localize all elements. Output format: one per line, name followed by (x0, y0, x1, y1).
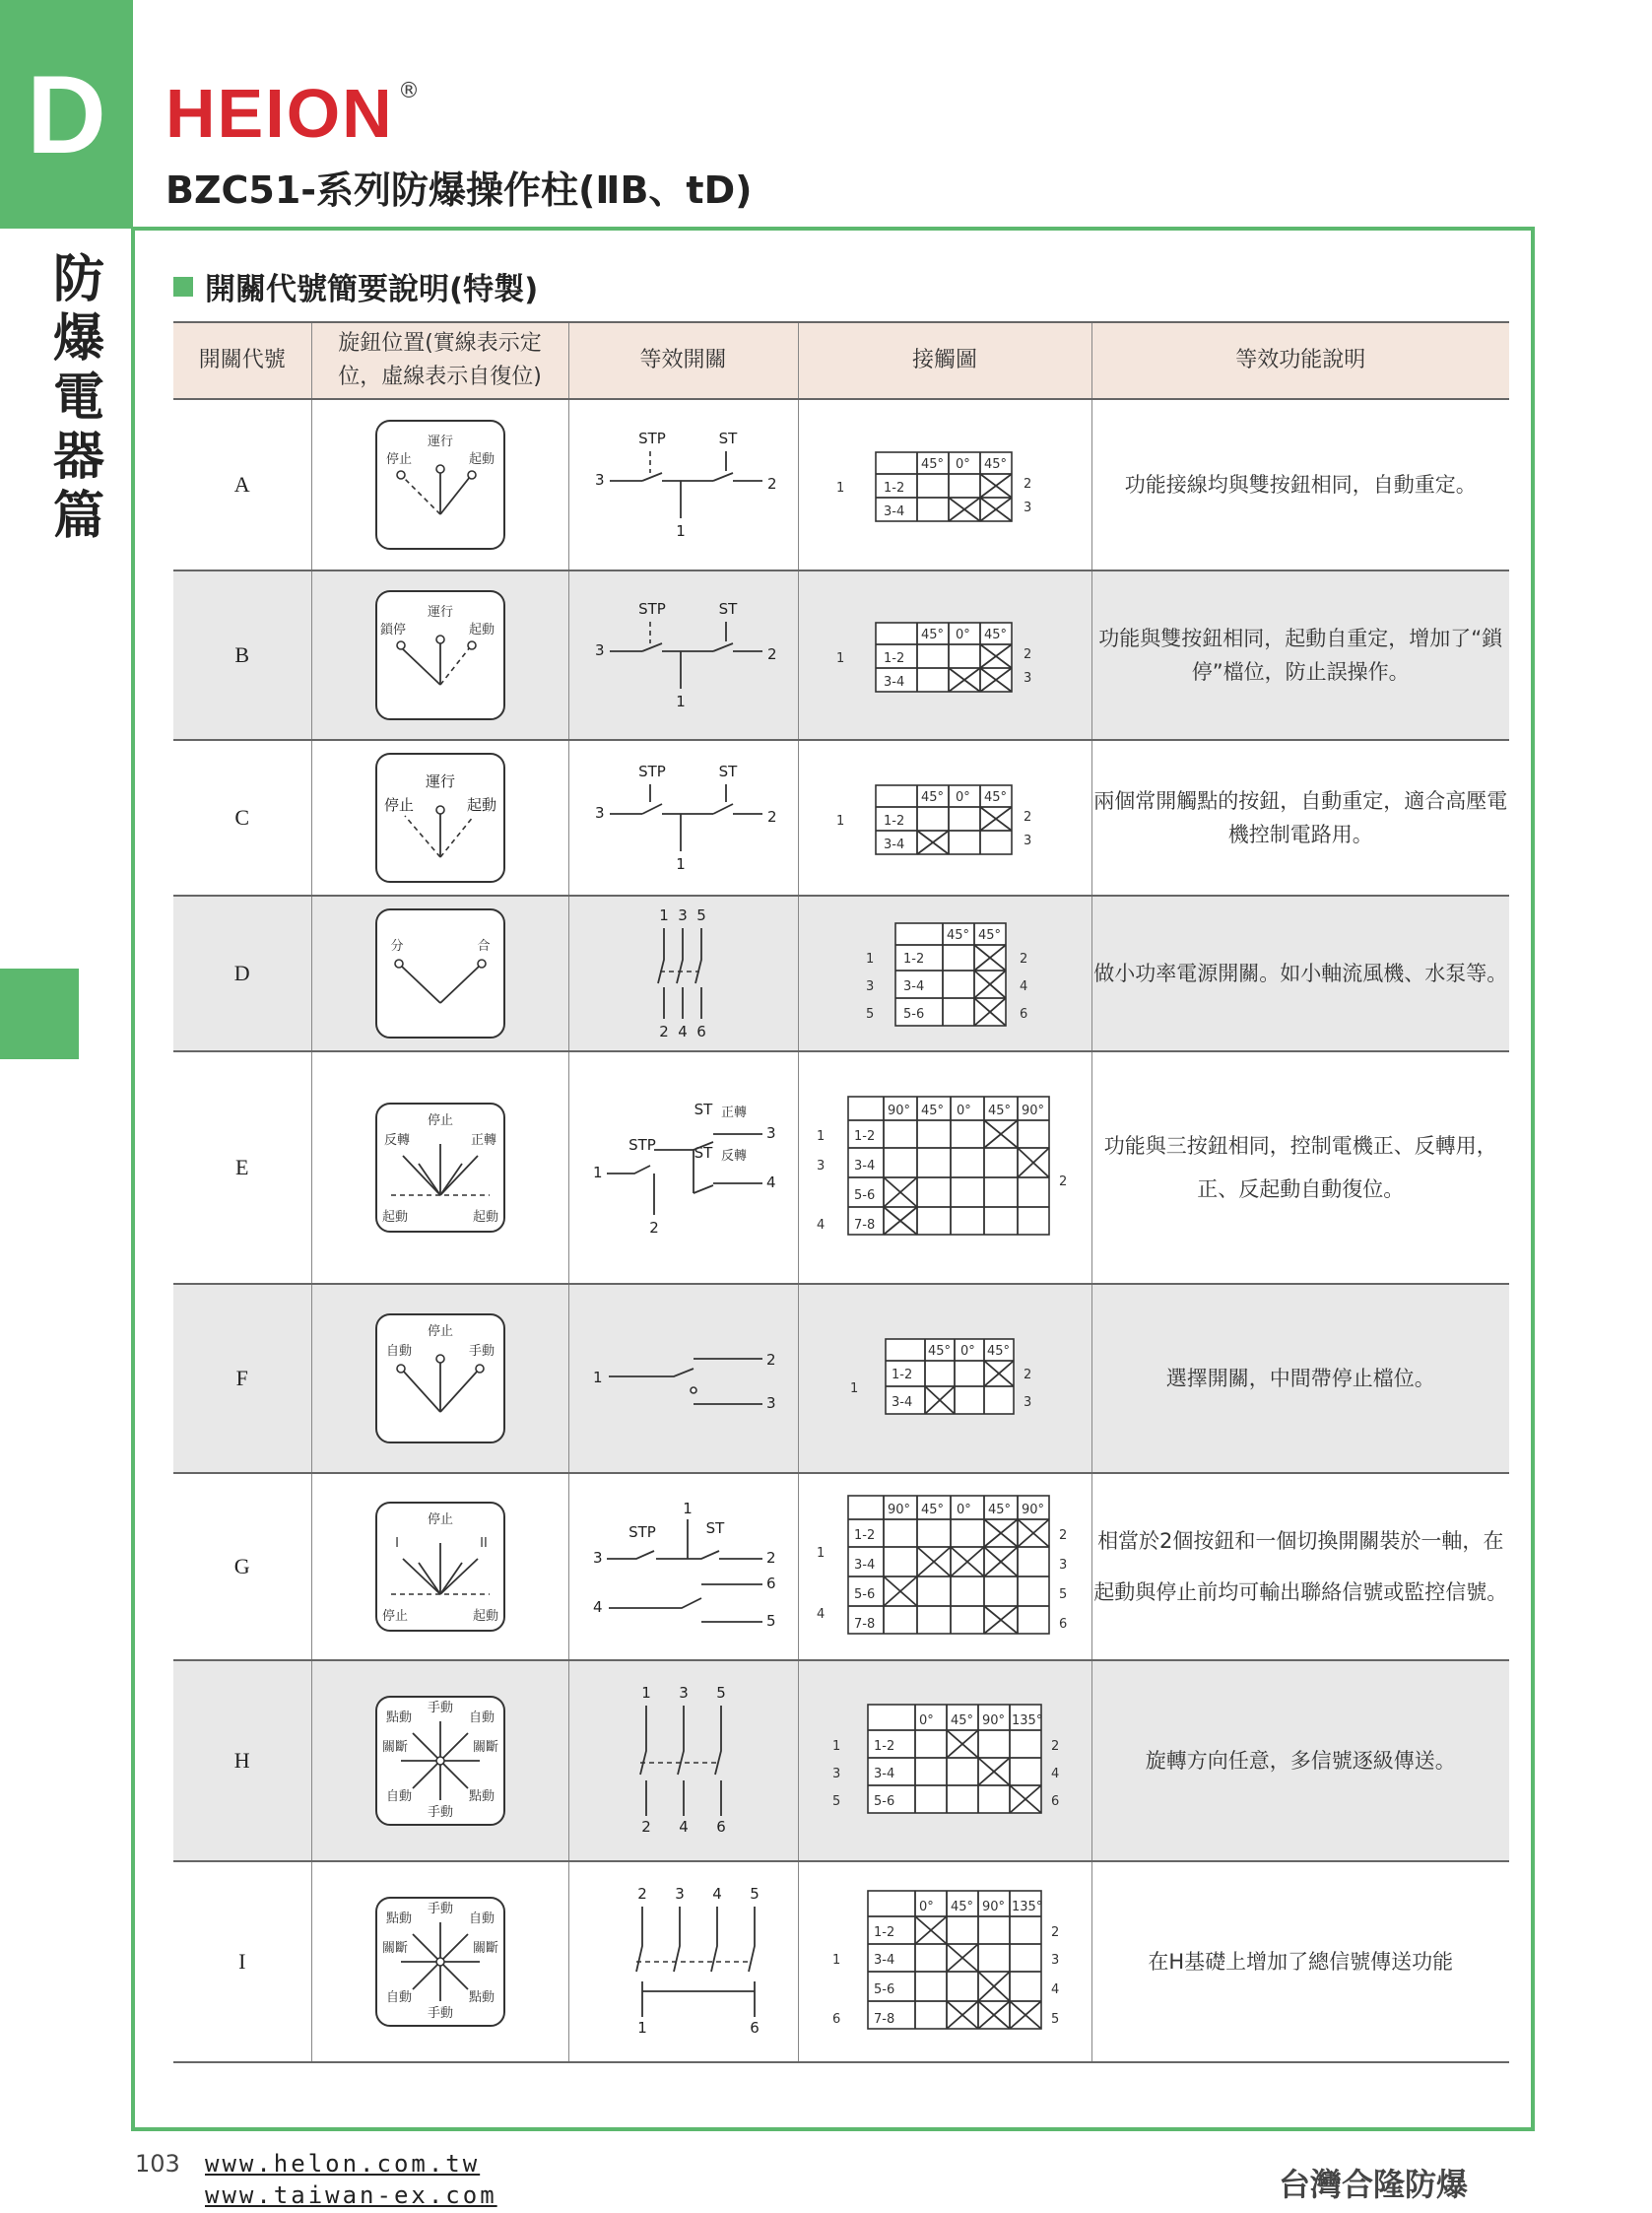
svg-text:關斷: 關斷 (472, 1740, 498, 1755)
svg-text:3-4: 3-4 (903, 979, 925, 994)
svg-text:45°: 45° (921, 1104, 945, 1118)
row-code: C (173, 740, 311, 896)
svg-text:1: 1 (592, 1369, 603, 1386)
svg-text:0°: 0° (956, 790, 970, 805)
svg-text:0°: 0° (919, 1900, 934, 1914)
header-function: 等效功能說明 (1091, 322, 1509, 399)
svg-text:3-4: 3-4 (874, 1953, 895, 1968)
knob-diagram (311, 570, 568, 740)
knob-icon (371, 586, 509, 724)
contact-grid (826, 431, 1063, 539)
svg-text:90°: 90° (888, 1503, 911, 1517)
svg-text:手動: 手動 (427, 1805, 453, 1820)
switch-diagram (585, 1099, 782, 1237)
svg-text:6: 6 (749, 2019, 760, 2037)
svg-text:3: 3 (765, 1394, 776, 1412)
knob-icon (371, 905, 509, 1042)
svg-text:3: 3 (866, 979, 875, 994)
row-code: G (173, 1473, 311, 1660)
knob-diagram (311, 1861, 568, 2062)
svg-text:2: 2 (1024, 647, 1032, 662)
svg-text:6: 6 (765, 1575, 776, 1592)
svg-text:起動: 起動 (466, 796, 496, 814)
svg-text:STP: STP (628, 1136, 656, 1154)
function-description: 功能與三按鈕相同，控制電機正、反轉用，正、反起動自動復位。 (1091, 1051, 1509, 1284)
svg-text:停止: 停止 (383, 796, 414, 814)
svg-text:45°: 45° (988, 1503, 1012, 1517)
switch-diagram (585, 905, 782, 1042)
svg-text:3: 3 (594, 804, 605, 822)
side-tab-block (0, 969, 79, 1059)
svg-text:手動: 手動 (468, 1344, 495, 1359)
side-label: 防爆電器篇 (52, 250, 104, 546)
svg-text:2: 2 (636, 1885, 647, 1903)
knob-icon (371, 1893, 509, 2031)
svg-text:5: 5 (695, 906, 706, 924)
function-description: 做小功率電源開關。如小軸流風機、水泵等。 (1091, 896, 1509, 1051)
contact-diagram (798, 740, 1091, 896)
table-row (173, 740, 1509, 896)
svg-text:6: 6 (1020, 1007, 1028, 1022)
svg-text:鎖停: 鎖停 (379, 623, 406, 637)
svg-text:45°: 45° (988, 1104, 1012, 1118)
equivalent-switch (568, 399, 798, 570)
svg-text:45°: 45° (921, 1503, 945, 1517)
svg-text:3-4: 3-4 (854, 1159, 876, 1174)
svg-text:起動: 起動 (468, 623, 495, 637)
svg-text:5: 5 (1051, 2012, 1060, 2027)
svg-text:1: 1 (836, 814, 845, 829)
svg-text:45°: 45° (978, 928, 1002, 943)
svg-text:自動: 自動 (468, 1710, 495, 1725)
svg-text:ST: ST (694, 1144, 712, 1162)
knob-diagram (311, 1284, 568, 1473)
svg-text:5: 5 (765, 1612, 776, 1630)
contact-grid (807, 1089, 1083, 1246)
function-description: 相當於2個按鈕和一個切換開關裝於一軸，在起動與停止前均可輸出聯絡信號或監控信號。 (1091, 1473, 1509, 1660)
function-description: 兩個常開觸點的按鈕，自動重定，適合高壓電機控制電路用。 (1091, 740, 1509, 896)
contact-diagram (798, 1473, 1091, 1660)
switch-diagram (585, 1883, 782, 2041)
svg-text:4: 4 (592, 1598, 603, 1616)
svg-text:關斷: 關斷 (472, 1941, 498, 1956)
function-description: 功能與雙按鈕相同，起動自重定，增加了“鎖停”檔位，防止誤操作。 (1091, 570, 1509, 740)
contact-grid (826, 601, 1063, 709)
contact-diagram (798, 896, 1091, 1051)
svg-text:STP: STP (637, 763, 666, 780)
svg-text:3: 3 (832, 1767, 841, 1781)
svg-text:3: 3 (765, 1124, 776, 1142)
svg-text:5-6: 5-6 (874, 1982, 895, 1997)
svg-text:5: 5 (866, 1007, 875, 1022)
svg-text:4: 4 (817, 1218, 826, 1233)
svg-text:6: 6 (1059, 1617, 1068, 1632)
svg-text:2: 2 (1024, 810, 1032, 825)
svg-text:3: 3 (674, 1885, 685, 1903)
svg-text:3: 3 (678, 1684, 689, 1702)
contact-grid (817, 1697, 1073, 1825)
svg-text:90°: 90° (888, 1104, 911, 1118)
svg-text:45°: 45° (984, 457, 1008, 472)
svg-text:點動: 點動 (468, 1789, 495, 1804)
knob-icon (371, 749, 509, 887)
svg-text:6: 6 (715, 1818, 726, 1836)
page-title: BZC51-系列防爆操作柱(ⅡB、tD) (165, 168, 753, 212)
section-tab-d: D (0, 0, 133, 229)
svg-text:3: 3 (1051, 1953, 1060, 1968)
svg-text:1: 1 (640, 1684, 651, 1702)
svg-text:3: 3 (592, 1549, 603, 1567)
svg-text:1-2: 1-2 (884, 651, 905, 666)
table-row (173, 1660, 1509, 1861)
svg-text:5: 5 (749, 1885, 760, 1903)
row-code: D (173, 896, 311, 1051)
svg-text:STP: STP (628, 1523, 656, 1541)
svg-text:90°: 90° (1022, 1503, 1045, 1517)
equivalent-switch (568, 1051, 798, 1284)
svg-text:反轉: 反轉 (383, 1133, 410, 1148)
contact-grid (826, 1329, 1063, 1428)
svg-text:90°: 90° (982, 1900, 1006, 1914)
row-code: E (173, 1051, 311, 1284)
svg-text:2: 2 (658, 1023, 669, 1040)
svg-text:4: 4 (678, 1818, 689, 1836)
contact-diagram (798, 570, 1091, 740)
svg-text:1-2: 1-2 (854, 1129, 876, 1144)
svg-text:1: 1 (636, 2019, 647, 2037)
svg-text:1: 1 (817, 1546, 826, 1561)
svg-text:4: 4 (1020, 979, 1028, 994)
function-description: 功能接線均與雙按鈕相同，自動重定。 (1091, 399, 1509, 570)
svg-text:135°: 135° (1012, 1713, 1043, 1728)
svg-text:135°: 135° (1012, 1900, 1043, 1914)
knob-icon (371, 1099, 509, 1237)
svg-text:1: 1 (832, 1739, 841, 1754)
svg-text:自動: 自動 (385, 1990, 412, 2005)
svg-text:點動: 點動 (385, 1911, 412, 1926)
svg-text:0°: 0° (956, 628, 970, 642)
svg-text:2: 2 (766, 808, 777, 826)
equivalent-switch (568, 740, 798, 896)
svg-text:5: 5 (715, 1684, 726, 1702)
svg-text:I: I (394, 1536, 399, 1551)
svg-text:1: 1 (592, 1164, 603, 1181)
svg-text:90°: 90° (1022, 1104, 1045, 1118)
contact-grid (807, 1488, 1083, 1645)
svg-text:3-4: 3-4 (884, 675, 905, 690)
svg-text:1: 1 (836, 651, 845, 666)
svg-text:4: 4 (677, 1023, 688, 1040)
svg-text:關斷: 關斷 (381, 1941, 408, 1956)
svg-text:2: 2 (766, 645, 777, 663)
table-row (173, 570, 1509, 740)
svg-text:0°: 0° (960, 1344, 975, 1359)
svg-text:45°: 45° (921, 628, 945, 642)
svg-text:停止: 停止 (427, 1113, 453, 1128)
svg-text:正轉: 正轉 (470, 1133, 496, 1148)
svg-text:自動: 自動 (468, 1911, 495, 1926)
svg-text:起動: 起動 (468, 452, 495, 467)
svg-text:1-2: 1-2 (874, 1739, 895, 1754)
switch-diagram (585, 1682, 782, 1840)
svg-text:2: 2 (1059, 1528, 1068, 1543)
section-heading (173, 264, 538, 308)
content-frame-left-edge (131, 227, 135, 2131)
svg-text:反轉: 反轉 (720, 1149, 747, 1164)
svg-text:正轉: 正轉 (720, 1106, 747, 1120)
svg-text:關斷: 關斷 (381, 1740, 408, 1755)
knob-icon (371, 1692, 509, 1830)
svg-text:1-2: 1-2 (854, 1528, 876, 1543)
svg-text:ST: ST (718, 430, 737, 447)
knob-diagram (311, 1660, 568, 1861)
svg-text:3: 3 (1024, 671, 1032, 686)
svg-text:II: II (479, 1536, 488, 1551)
header-code: 開關代號 (173, 322, 311, 399)
svg-text:停止: 停止 (381, 1609, 408, 1624)
svg-text:1: 1 (850, 1381, 859, 1396)
svg-text:5: 5 (1059, 1587, 1068, 1602)
function-description: 旋轉方向任意，多信號逐級傳送。 (1091, 1660, 1509, 1861)
svg-text:3: 3 (1059, 1558, 1068, 1573)
svg-text:0°: 0° (957, 1104, 971, 1118)
function-description: 選擇開關，中間帶停止檔位。 (1091, 1284, 1509, 1473)
knob-icon (371, 416, 509, 554)
svg-text:3: 3 (594, 471, 605, 489)
svg-text:1: 1 (682, 1500, 693, 1517)
svg-text:0°: 0° (957, 1503, 971, 1517)
contact-diagram (798, 1284, 1091, 1473)
svg-text:3: 3 (1024, 501, 1032, 515)
svg-text:自動: 自動 (385, 1789, 412, 1804)
switch-diagram (585, 1498, 782, 1636)
svg-text:7-8: 7-8 (874, 2012, 895, 2027)
svg-text:2: 2 (765, 1351, 776, 1369)
svg-text:2: 2 (1059, 1174, 1068, 1189)
svg-text:4: 4 (1051, 1767, 1060, 1781)
table-row (173, 399, 1509, 570)
switch-diagram (585, 426, 782, 544)
svg-text:1: 1 (832, 1953, 841, 1968)
svg-text:1: 1 (675, 693, 686, 710)
switch-code-table (173, 321, 1509, 2063)
svg-text:手動: 手動 (427, 1701, 453, 1715)
svg-text:手動: 手動 (427, 1902, 453, 1916)
header-knob: 旋鈕位置(實線表示定位，虛線表示自復位) (311, 322, 568, 399)
svg-text:45°: 45° (921, 457, 945, 472)
contact-diagram (798, 399, 1091, 570)
svg-text:合: 合 (476, 939, 491, 954)
svg-text:3: 3 (594, 641, 605, 659)
svg-text:5-6: 5-6 (854, 1587, 876, 1602)
svg-text:7-8: 7-8 (854, 1617, 876, 1632)
website-link-1[interactable]: www.helon.com.tw (205, 2150, 481, 2178)
svg-text:3-4: 3-4 (884, 838, 905, 852)
row-code: H (173, 1660, 311, 1861)
contact-grid (826, 909, 1063, 1038)
svg-text:3: 3 (1024, 1395, 1032, 1410)
svg-text:點動: 點動 (385, 1710, 412, 1725)
svg-text:3: 3 (1024, 834, 1032, 848)
svg-text:5-6: 5-6 (874, 1794, 895, 1809)
knob-diagram (311, 740, 568, 896)
svg-text:3-4: 3-4 (854, 1558, 876, 1573)
svg-text:STP: STP (637, 600, 666, 618)
row-code: A (173, 399, 311, 570)
svg-text:4: 4 (817, 1607, 826, 1622)
svg-text:5-6: 5-6 (903, 1007, 925, 1022)
equivalent-switch (568, 1284, 798, 1473)
svg-text:自動: 自動 (385, 1344, 412, 1359)
svg-text:2: 2 (766, 475, 777, 493)
switch-diagram (585, 1329, 782, 1428)
svg-text:3-4: 3-4 (874, 1767, 895, 1781)
svg-text:6: 6 (1051, 1794, 1060, 1809)
table-header-row (173, 322, 1509, 399)
svg-text:運行: 運行 (425, 772, 455, 790)
page-number: 103 (135, 2150, 180, 2178)
svg-text:2: 2 (1051, 1925, 1060, 1940)
svg-text:起動: 起動 (381, 1210, 408, 1225)
knob-diagram (311, 896, 568, 1051)
function-description: 在H基礎上增加了總信號傳送功能 (1091, 1861, 1509, 2062)
svg-text:45°: 45° (921, 790, 945, 805)
knob-diagram (311, 399, 568, 570)
svg-text:2: 2 (1051, 1739, 1060, 1754)
svg-text:2: 2 (640, 1818, 651, 1836)
contact-grid (817, 1883, 1073, 2041)
equivalent-switch (568, 1861, 798, 2062)
svg-text:6: 6 (695, 1023, 706, 1040)
svg-text:ST: ST (718, 600, 737, 618)
svg-text:停止: 停止 (427, 1324, 453, 1339)
svg-text:1: 1 (675, 522, 686, 540)
svg-text:45°: 45° (984, 628, 1008, 642)
row-code: F (173, 1284, 311, 1473)
table-row (173, 1473, 1509, 1660)
website-link-2[interactable]: www.taiwan-ex.com (205, 2181, 497, 2209)
contact-grid (826, 764, 1063, 872)
svg-text:45°: 45° (947, 928, 970, 943)
svg-text:45°: 45° (951, 1713, 974, 1728)
svg-text:起動: 起動 (472, 1609, 498, 1624)
svg-text:5-6: 5-6 (854, 1188, 876, 1203)
svg-text:5: 5 (832, 1794, 841, 1809)
svg-text:3-4: 3-4 (884, 504, 905, 519)
svg-text:7-8: 7-8 (854, 1218, 876, 1233)
svg-text:STP: STP (637, 430, 666, 447)
switch-diagram (585, 759, 782, 877)
knob-icon (371, 1498, 509, 1636)
contact-diagram (798, 1051, 1091, 1284)
switch-diagram (585, 596, 782, 714)
brand-registered-mark: ® (398, 79, 420, 103)
svg-text:點動: 點動 (468, 1990, 495, 2005)
svg-text:2: 2 (1024, 477, 1032, 492)
equivalent-switch (568, 896, 798, 1051)
svg-text:45°: 45° (928, 1344, 952, 1359)
svg-text:ST: ST (705, 1519, 724, 1537)
svg-text:0°: 0° (956, 457, 970, 472)
svg-text:1-2: 1-2 (903, 952, 925, 967)
svg-text:2: 2 (765, 1549, 776, 1567)
header-switch: 等效開關 (568, 322, 798, 399)
brand-logo: HEION (165, 75, 394, 152)
svg-text:4: 4 (765, 1174, 776, 1191)
equivalent-switch (568, 570, 798, 740)
svg-text:運行: 運行 (427, 435, 453, 449)
svg-text:45°: 45° (987, 1344, 1011, 1359)
equivalent-switch (568, 1660, 798, 1861)
svg-text:分: 分 (389, 939, 404, 954)
svg-text:1: 1 (658, 906, 669, 924)
svg-text:1-2: 1-2 (884, 814, 905, 829)
svg-text:停止: 停止 (385, 452, 412, 467)
row-code: I (173, 1861, 311, 2062)
table-row (173, 1284, 1509, 1473)
svg-text:停止: 停止 (427, 1512, 453, 1527)
svg-text:1-2: 1-2 (884, 481, 905, 496)
svg-text:4: 4 (711, 1885, 722, 1903)
contact-diagram (798, 1861, 1091, 2062)
svg-text:1-2: 1-2 (874, 1925, 895, 1940)
svg-text:2: 2 (1024, 1368, 1032, 1382)
svg-text:ST: ST (718, 763, 737, 780)
svg-text:手動: 手動 (427, 2006, 453, 2021)
svg-text:3: 3 (677, 906, 688, 924)
contact-diagram (798, 1660, 1091, 1861)
section-title: 開關代號簡要說明(特製) (205, 272, 539, 307)
table-row (173, 1861, 1509, 2062)
svg-text:起動: 起動 (472, 1210, 498, 1225)
equivalent-switch (568, 1473, 798, 1660)
svg-text:3-4: 3-4 (892, 1395, 913, 1410)
svg-text:45°: 45° (951, 1900, 974, 1914)
svg-text:6: 6 (832, 2012, 841, 2027)
svg-text:90°: 90° (982, 1713, 1006, 1728)
svg-text:1-2: 1-2 (892, 1368, 913, 1382)
svg-text:0°: 0° (919, 1713, 934, 1728)
table-row (173, 896, 1509, 1051)
svg-text:1: 1 (866, 952, 875, 967)
svg-text:45°: 45° (984, 790, 1008, 805)
svg-text:1: 1 (675, 855, 686, 873)
svg-text:4: 4 (1051, 1982, 1060, 1997)
table-row (173, 1051, 1509, 1284)
svg-text:2: 2 (1020, 952, 1028, 967)
knob-diagram (311, 1473, 568, 1660)
svg-text:3: 3 (817, 1159, 826, 1174)
knob-icon (371, 1309, 509, 1447)
svg-text:2: 2 (648, 1219, 659, 1237)
svg-text:1: 1 (817, 1129, 826, 1144)
knob-diagram (311, 1051, 568, 1284)
company-name: 台灣合隆防爆 (1279, 2166, 1469, 2203)
svg-text:運行: 運行 (427, 605, 453, 620)
header-contact: 接觸圖 (798, 322, 1091, 399)
row-code: B (173, 570, 311, 740)
svg-text:ST: ST (694, 1101, 712, 1118)
svg-text:1: 1 (836, 481, 845, 496)
bullet-square-icon (173, 277, 193, 297)
